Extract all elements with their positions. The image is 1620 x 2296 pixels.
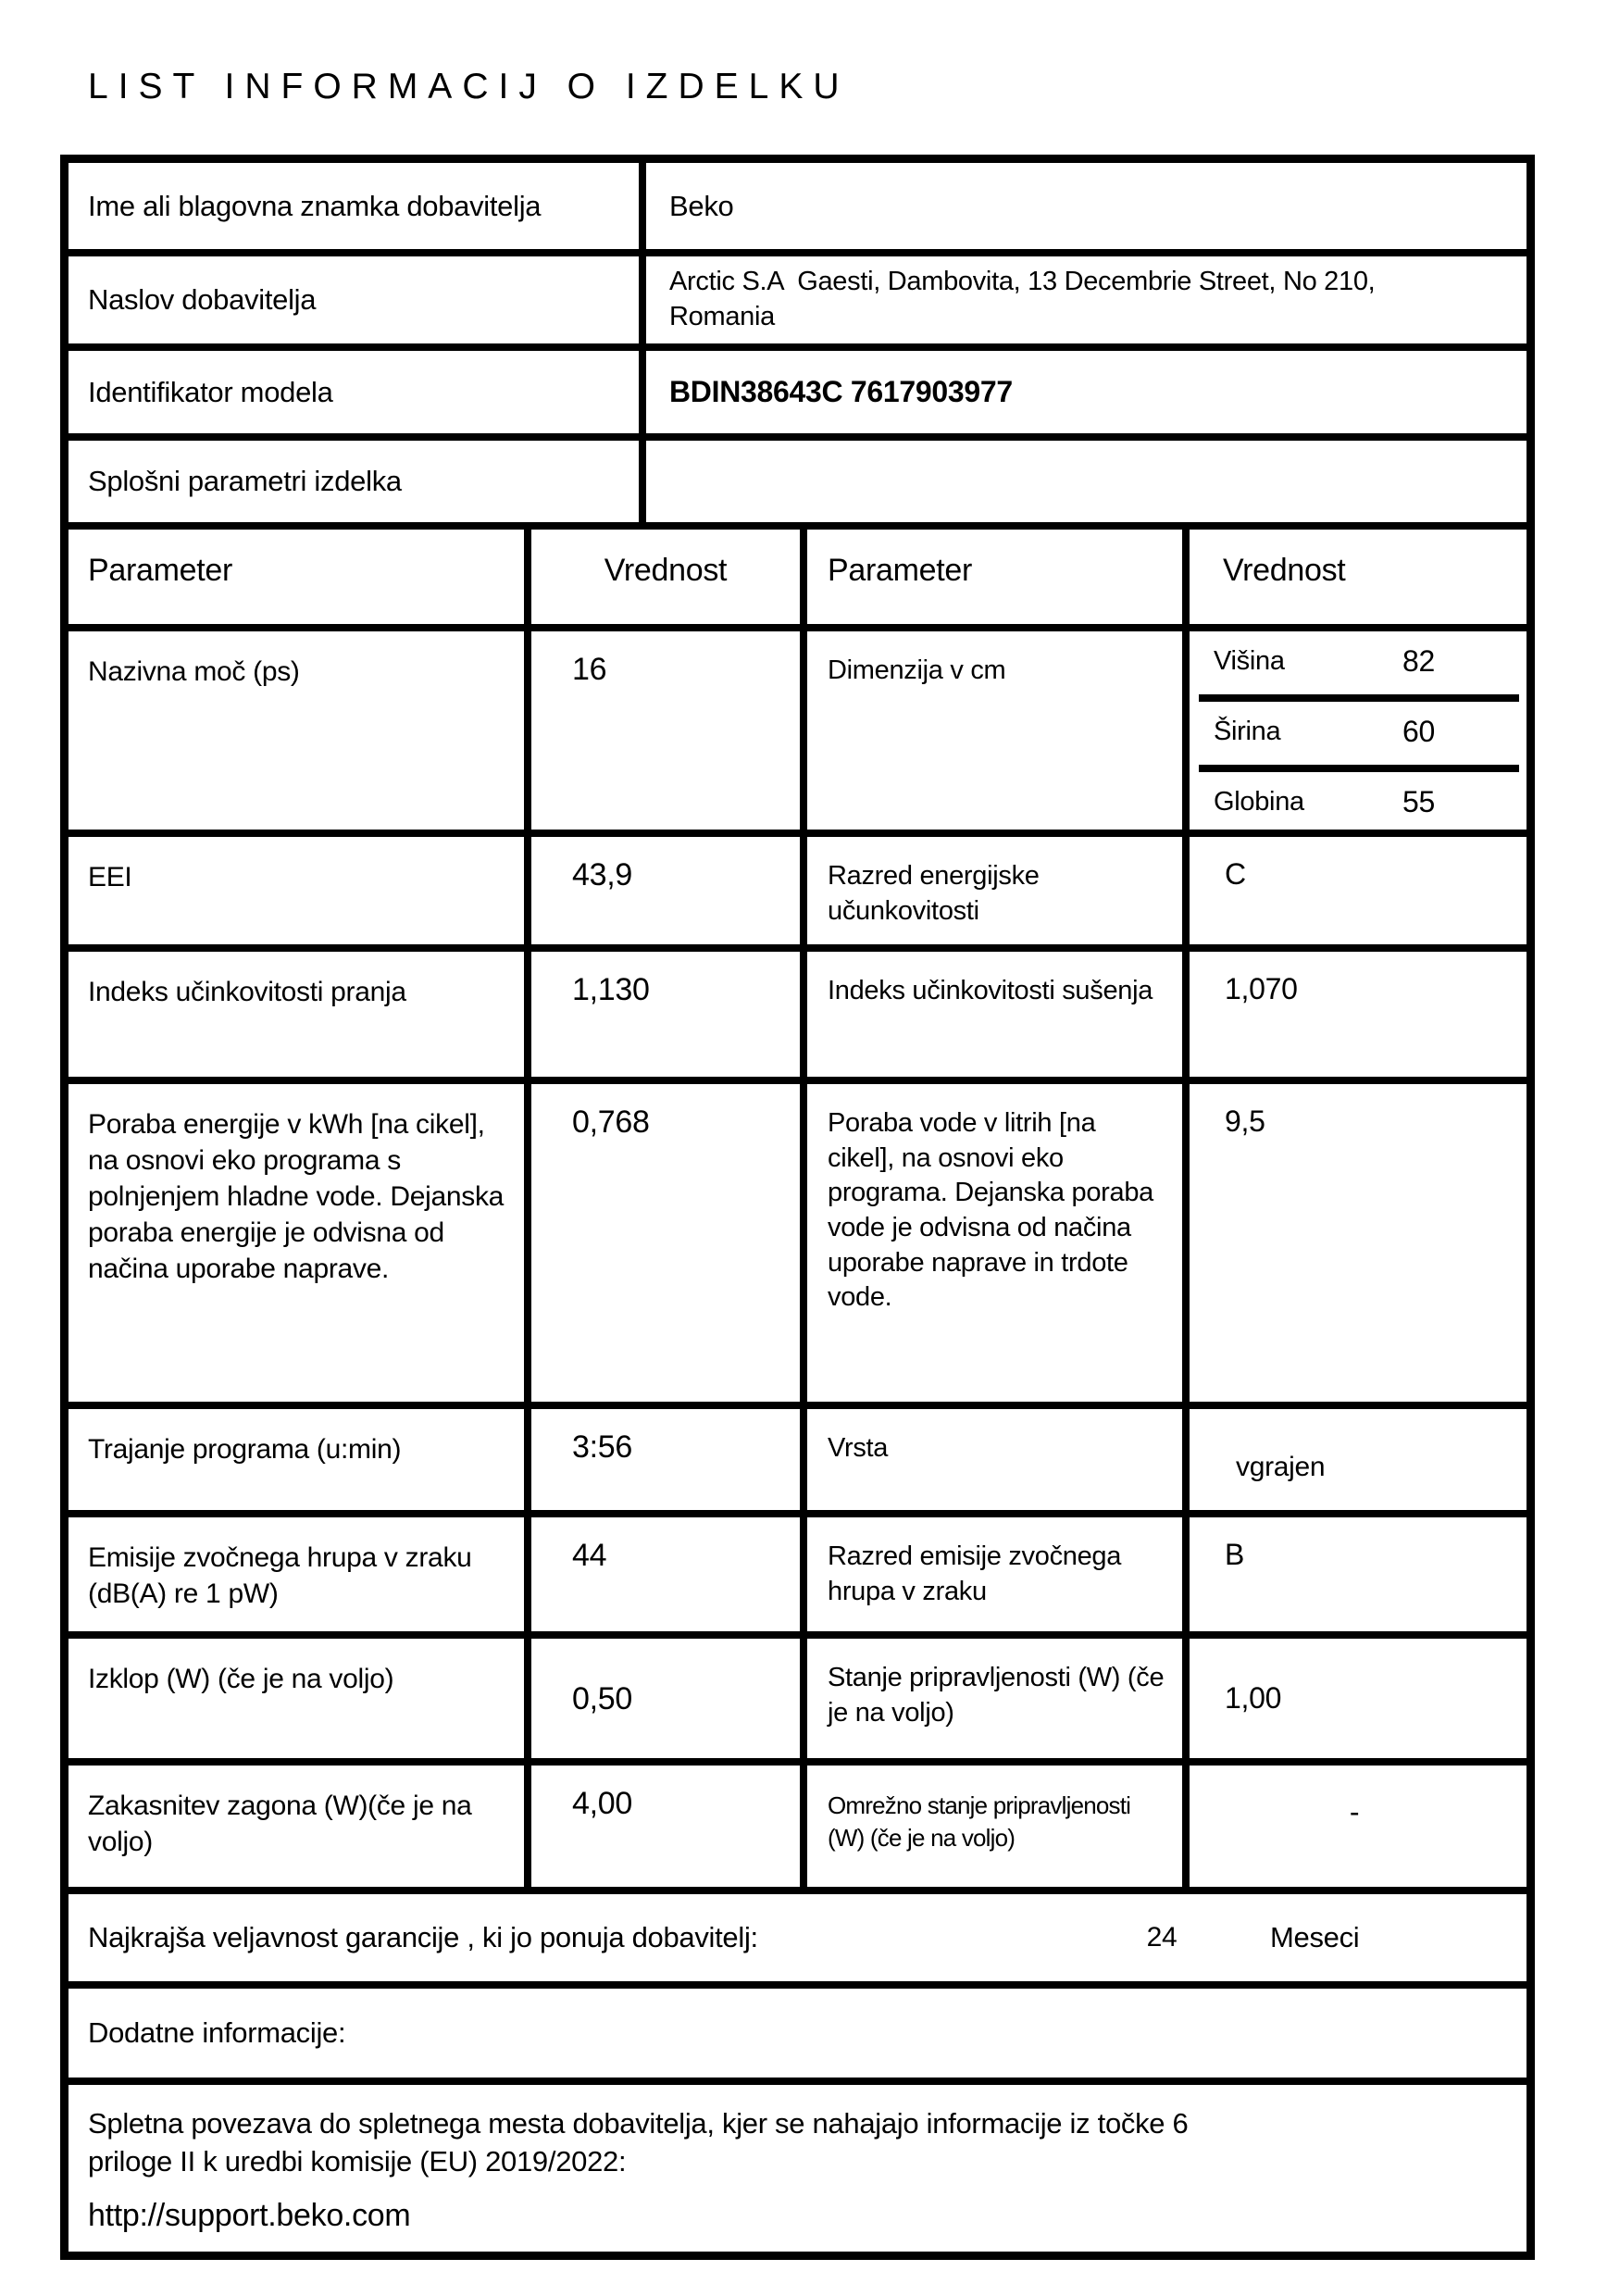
off-mode-value: 0,50: [524, 1639, 800, 1758]
brand-label: Ime ali blagovna znamka dobavitelja: [88, 189, 542, 222]
table-header-row: [69, 530, 1527, 631]
standby-label: Stanje pripravljenosti (W) (če je na voljo): [800, 1639, 1182, 1758]
washing-index-label: Indeks učinkovitosti pranja: [88, 977, 406, 1007]
dimension-height-value: 82: [1402, 644, 1435, 678]
duration-label: Trajanje programa (u:min): [88, 1434, 402, 1465]
water-consumption-value: 9,5: [1182, 1084, 1527, 1402]
dimension-row-depth: [1190, 772, 1527, 830]
energy-class-label: Razred energijske učunkovitosti: [800, 837, 1182, 944]
divider: [1199, 765, 1519, 772]
warranty-label: Najkrajša veljavnost garancije , ki jo ponuja dobavitelj:: [88, 1921, 758, 1953]
model-value: BDIN38643C 7617903977: [639, 351, 1527, 433]
dimension-height-label: Višina: [1214, 646, 1285, 676]
table-row-address: [69, 256, 1527, 351]
warranty-value: 24: [1146, 1922, 1178, 1953]
dimension-depth-value: 55: [1402, 785, 1435, 818]
table-row-weblink: [69, 2085, 1527, 2252]
type-value: vgrajen: [1182, 1409, 1527, 1510]
rated-capacity-value: 16: [524, 631, 800, 830]
dimension-depth-label: Globina: [1214, 787, 1304, 817]
weblink-url: http://support.beko.com: [88, 2197, 411, 2233]
energy-class-value: C: [1182, 837, 1527, 944]
table-row-warranty: [69, 1894, 1527, 1989]
rated-capacity-label: Nazivna moč (ps): [88, 656, 300, 687]
header-parameter-2: Parameter: [800, 530, 1182, 624]
table-row-delay-start: [69, 1766, 1527, 1894]
address-label: Naslov dobavitelja: [88, 283, 317, 316]
table-row-index: [69, 952, 1527, 1084]
drying-index-label: Indeks učinkovitosti sušenja: [800, 952, 1182, 1077]
address-line-1: Arctic S.A Gaesti, Dambovita, 13 Decembrie Street, No 210,: [669, 267, 1376, 297]
header-parameter-1: Parameter: [88, 553, 233, 588]
duration-value: 3:56: [524, 1409, 800, 1510]
off-mode-label: Izklop (W) (če je na voljo): [88, 1664, 394, 1694]
water-consumption-label: Poraba vode v litrih [na cikel], na osnovi eko programa. Dejanska poraba vode je odvisna od načina uporabe naprave in trdote vode.: [800, 1084, 1182, 1402]
standby-value: 1,00: [1182, 1639, 1527, 1758]
noise-class-value: B: [1182, 1517, 1527, 1631]
noise-value: 44: [524, 1517, 800, 1631]
general-params-value: [639, 441, 1527, 522]
weblink-description-line-1: Spletna povezava do spletnega mesta dobavitelja, kjer se nahajajo informacije iz točke 6: [88, 2107, 1189, 2140]
additional-info-label: Dodatne informacije:: [88, 2016, 346, 2049]
energy-consumption-label: Poraba energije v kWh [na cikel], na osnovi eko programa s polnjenjem hladne vode. Dejanska poraba energije je odvisna od načina uporabe naprave.: [88, 1109, 505, 1284]
table-row-duration: [69, 1409, 1527, 1517]
dimension-row-width: [1190, 702, 1527, 765]
dimensions-values: [1182, 631, 1527, 830]
table-row-brand: [69, 163, 1527, 256]
header-value-1: Vrednost: [524, 530, 800, 624]
delay-start-value: 4,00: [524, 1766, 800, 1887]
noise-label: Emisije zvočnega hrupa v zraku (dB(A) re 1 pW): [88, 1542, 472, 1609]
eei-value: 43,9: [524, 837, 800, 944]
delay-start-label: Zakasnitev zagona (W)(če je na voljo): [88, 1791, 472, 1857]
address-value: [639, 256, 1527, 343]
table-row-additional-info: [69, 1989, 1527, 2085]
dimension-width-label: Širina: [1214, 717, 1281, 746]
washing-index-value: 1,130: [524, 952, 800, 1077]
networked-standby-value: -: [1182, 1766, 1527, 1887]
product-info-table: [60, 155, 1535, 2260]
dimensions-label: Dimenzija v cm: [800, 631, 1182, 830]
brand-value: Beko: [639, 163, 1527, 249]
warranty-unit: Meseci: [1270, 1921, 1360, 1953]
general-params-label: Splošni parametri izdelka: [88, 465, 402, 497]
table-row-general-params: [69, 441, 1527, 530]
table-row-off-mode: [69, 1639, 1527, 1766]
dimension-row-height: [1190, 631, 1527, 694]
table-row-eei: [69, 837, 1527, 952]
dimension-width-value: 60: [1402, 715, 1435, 748]
type-label: Vrsta: [800, 1409, 1182, 1510]
weblink-description-line-2: priloge II k uredbi komisije (EU) 2019/2022:: [88, 2144, 627, 2177]
page-title: LIST INFORMACIJ O IZDELKU: [88, 67, 850, 106]
table-row-consumption: [69, 1084, 1527, 1409]
eei-label: EEI: [88, 862, 132, 892]
divider: [1199, 694, 1519, 702]
noise-class-label: Razred emisije zvočnega hrupa v zraku: [800, 1517, 1182, 1631]
header-value-2: Vrednost: [1182, 530, 1527, 624]
model-label: Identifikator modela: [88, 375, 333, 408]
table-row-noise: [69, 1517, 1527, 1639]
drying-index-value: 1,070: [1182, 952, 1527, 1077]
address-line-2: Romania: [669, 302, 775, 331]
table-row-power-dimensions: [69, 631, 1527, 837]
networked-standby-label: Omrežno stanje pripravljenosti (W) (če je na voljo): [800, 1766, 1182, 1887]
energy-consumption-value: 0,768: [524, 1084, 800, 1402]
table-row-model: [69, 351, 1527, 441]
